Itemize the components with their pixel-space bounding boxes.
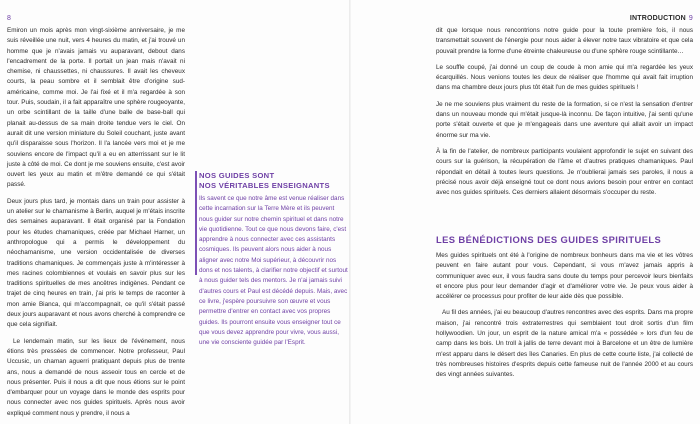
sidebar-box (195, 171, 349, 347)
section-heading: LES BÉNÉDICTIONS DES GUIDES SPIRITUELS (436, 234, 662, 245)
paragraph: Le lendemain matin, sur les lieux de l'événement, nous étions très pressées de commencer. Notre professeur, Paul Uccusic, un chaman aguerri pratiquant depuis plus de trente ans, nous a demandé de nous asseoir tous en cercle et de nous présenter. Puis il nous a dit que nous étions sur le point d'embarquer pour un voyage dans le monde des esprits pour nous connecter avec nos guides spirituels. Après nous avoir expliqué comment nous y prendre, il nous a (7, 337, 185, 417)
paragraph: Emiron un mois après mon vingt-sixième anniversaire, je me suis réveillée une nuit, vers 4 heures du matin, et j'ai trouvé un homme que je n'avais jamais vu auparavant, debout dans l'encadrement de la porte. Il portait un jean mais n'avait ni chemise, ni chaussettes, ni chaussures. Il avait les cheveux courts, la peau sombre et il semblait être d'origine sud-américaine, comme moi. Je l'ai fixé et il m'a regardée à son tour. Puis, soudain, il a fait apparaître une sphère rougeoyante, un orbe scintillant de la taille d'une balle de base-ball qui planait au-dessus de sa main droite tendue vers le ciel. On aurait dit une version miniature du Soleil couchant, juste avant qu'il disparaisse sous l'horizon. Il l'a lancée vers moi et je me souviens encore de l'impact qu'il a eu en atterrissant sur le lit juste à côté de moi. Ce dont je me souviens ensuite, c'est avoir ouvert les yeux au matin et m'être demandé ce qui s'était passé. (7, 27, 185, 189)
running-header-title: INTRODUCTION (629, 15, 686, 22)
page-number-right: 9 (688, 15, 693, 22)
paragraph: Au fil des années, j'ai eu beaucoup d'autres rencontres avec des esprits. Dans ma propre maison, j'ai rencontré trois extraterrestres qui semblaient tout droit sortis d'un film hollywoodien. Un jour, un esprit de la nature amical m'a « possédée » lors d'un feu de camp dans les bois. Un troll à jallis de terre devant moi à Barcelone et un être de lumière m'est apparu dans le désert des îles Canaries. En plus de cette courte liste, j'ai collecté de très nombreuses histoires d'esprits depuis cette fameuse nuit de l'année 2000 et au cours des vingt années suivantes. (436, 309, 693, 379)
left-main-column (7, 26, 185, 418)
sidebar-title (199, 171, 349, 191)
paragraph: Deux jours plus tard, je montais dans un train pour assister à un atelier sur le chamanisme à Berlin, auquel je m'étais inscrite des semaines auparavant. Il était organisé par la Fondation pour les études chamaniques, créée par Michael Harner, un anthropologue qui a permis le développement du néochamanisme, une version occidentalisée de diverses traditions chamaniques. Je commençais juste à m'intéresser à mes racines colombiennes et voulais en savoir plus sur les traditions spirituelles de mes ancêtres indigènes. Pendant ce trajet de cinq heures en train, j'ai pris le temps de raconter à mon amie Bianca, qui m'accompagnait, ce qu'il s'était passé deux jours auparavant et nous avons cherché à comprendre ce que cela signifiait. (7, 197, 185, 329)
running-header (630, 15, 693, 22)
paragraph: dit que lorsque nous rencontrions notre guide pour la toute première fois, il nous transmettait souvent de l'énergie pour nous aider à élever notre taux vibratoire et que cela pouvait prendre la forme d'une étreinte chaleureuse ou d'une sphère rouge scintillante… (436, 27, 693, 55)
book-gutter (349, 0, 351, 424)
right-top-column (436, 26, 693, 226)
right-bottom-column (436, 251, 693, 421)
paragraph: Je ne me souviens plus vraiment du reste de la formation, si ce n'est la sensation d'entrer dans un nouveau monde qui m'était jusque-là inconnu. De façon intuitive, j'ai senti qu'une porte s'était ouverte et que je m'engageais dans une aventure qui allait avoir un impact énorme sur ma vie. (436, 100, 693, 139)
sidebar-text: Ils savent ce que notre âme est venue réaliser dans cette incarnation sur la Terre Mère et ils peuvent nous guider sur notre chemin spirituel et dans notre vie quotidienne. Tout ce que nous devons faire, c'est apprendre à nous connecter avec ces assistants cosmiques. Ils peuvent alors nous aider à nous aligner avec notre Moi supérieur, à découvrir nos dons et nos talents, à clarifier notre objectif et surtout à nous guider tels des mentors. Je n'ai jamais suivi d'autres cours et Paul est décédé depuis. Mais, avec ce livre, j'espère poursuivre son œuvre et vous permettre d'entrer en contact avec vos propres guides. Ils pourront ensuite vous enseigner tout ce que vous devez apprendre pour vivre, vous aussi, une vie consciente guidée par l'Esprit. (199, 195, 348, 347)
paragraph: À la fin de l'atelier, de nombreux participants voulaient approfondir le sujet en suivant des cours sur la guérison, la récupération de l'âme et d'autres pratiques chamaniques. Paul répondait en détail à toutes leurs questions. Je n'oublierai jamais ses paroles, il nous a précisé nous avoir déjà enseigné tout ce dont nous avions besoin pour entrer en contact avec nos guides spirituels. Ces derniers allaient désormais s'occuper du reste. (436, 147, 693, 197)
sidebar-title-line2: NOS VÉRITABLES ENSEIGNANTS (199, 181, 330, 190)
sidebar-title-line1: NOS GUIDES SONT (199, 171, 275, 180)
page-number-left: 8 (7, 15, 12, 22)
paragraph: Mes guides spirituels ont été à l'origine de nombreux bonheurs dans ma vie et les vôtres peuvent en faire autant pour vous. Cependant, si vous m'avez jamais appris à communiquer avec eux, il vous faudra sans doute du temps pour percevoir leurs bienfaits et encore plus pour leur demander d'agir et d'améliorer votre vie. Je peux vous aider à accélérer ce processus pour profiter de leur aide dès que possible. (436, 252, 693, 301)
paragraph: Le souffle coupé, j'ai donné un coup de coude à mon amie qui m'a regardée les yeux écarquillés. Nous venions toutes les deux de réaliser que l'homme qui avait fait irruption dans ma chambre deux jours plus tôt était l'un de mes guides spirituels ! (436, 63, 693, 92)
